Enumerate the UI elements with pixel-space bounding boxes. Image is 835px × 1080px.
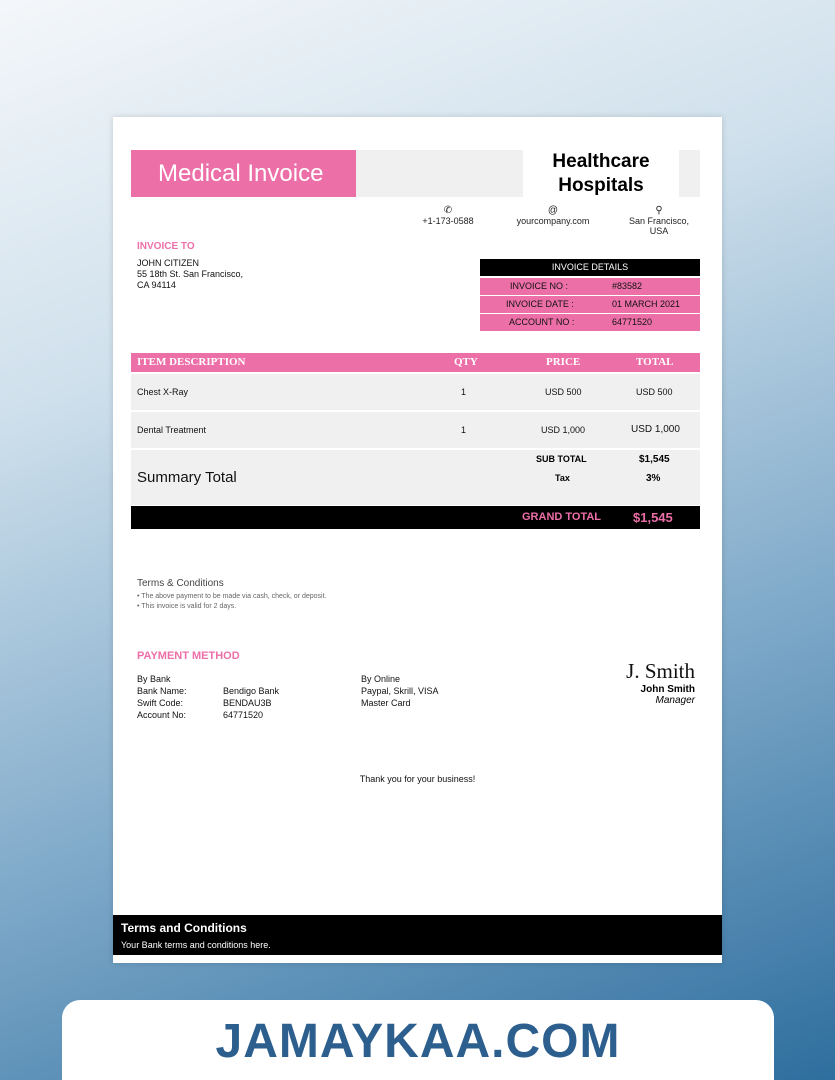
bank-row — [137, 697, 279, 709]
signer-role: Manager — [655, 695, 695, 706]
header-band-right — [679, 150, 700, 197]
tax-value: 3% — [646, 473, 661, 484]
bill-to-address-line1: 55 18th St. San Francisco, — [137, 269, 244, 279]
phone-text: +1-173-0588 — [422, 216, 474, 226]
table-row — [131, 374, 700, 410]
terms-line: • The above payment to be made via cash, check, or deposit. — [137, 593, 327, 600]
details-value: #83582 — [612, 281, 643, 291]
row-price: USD 1,000 — [541, 425, 586, 435]
tax-label: Tax — [555, 473, 570, 483]
bank-row — [137, 685, 279, 697]
online-line: Paypal, Skrill, VISA — [361, 686, 439, 696]
invoice-details-heading: INVOICE DETAILS — [480, 259, 700, 276]
grand-total-bar — [131, 506, 700, 529]
details-value: 01 MARCH 2021 — [612, 299, 681, 309]
bill-to-block — [137, 258, 243, 291]
col-price: PRICE — [546, 356, 581, 368]
company-name — [523, 150, 679, 200]
row-price: USD 500 — [545, 387, 582, 397]
footer-text: Your Bank terms and conditions here. — [121, 940, 271, 950]
signer-name: John Smith — [640, 684, 695, 695]
location-line2: USA — [649, 226, 669, 236]
thank-you-note: Thank you for your business! — [359, 774, 476, 784]
footer-bar — [113, 915, 722, 955]
subtotal-value: $1,545 — [639, 454, 670, 465]
company-name-line2: Hospitals — [558, 175, 644, 196]
signature-script: J. Smith — [626, 659, 695, 683]
row-description: Dental Treatment — [137, 425, 207, 435]
bank-heading: By Bank — [137, 674, 171, 684]
payment-method-heading: PAYMENT METHOD — [137, 650, 240, 662]
summary-total-label: Summary Total — [137, 469, 237, 486]
col-total: TOTAL — [636, 356, 674, 368]
details-label: INVOICE NO : — [510, 281, 569, 291]
details-row-invoice-date — [480, 296, 700, 313]
header-band — [356, 150, 523, 197]
email-text: yourcompany.com — [516, 216, 590, 226]
items-table-header — [131, 353, 700, 372]
brand-logo-text: JAMAYKAA.COM — [215, 1015, 621, 1068]
bank-row-value: 64771520 — [223, 710, 264, 720]
invoice-to-heading: INVOICE TO — [137, 241, 195, 252]
details-row-invoice-no — [480, 278, 700, 295]
online-details — [361, 673, 439, 709]
location-line1: San Francisco, — [628, 216, 690, 226]
signature-block — [583, 659, 695, 706]
bank-row-value: Bendigo Bank — [223, 686, 280, 696]
online-line: Master Card — [361, 698, 411, 708]
bank-row-label: Account No: — [137, 710, 187, 720]
invoice-sheet — [113, 117, 722, 963]
bank-row — [137, 709, 279, 721]
online-heading: By Online — [361, 674, 401, 684]
col-description: ITEM DESCRIPTION — [137, 356, 246, 368]
table-row — [131, 412, 700, 448]
company-name-line1: Healthcare — [552, 151, 650, 172]
row-total: USD 500 — [636, 387, 673, 397]
row-total: USD 1,000 — [631, 424, 680, 435]
location-pin-icon: ⚲ — [655, 205, 663, 216]
brand-banner — [62, 1000, 774, 1080]
bill-to-address-line2: CA 94114 — [137, 280, 176, 290]
summary-block — [131, 450, 700, 505]
contact-email — [508, 205, 598, 226]
terms-list — [137, 592, 327, 612]
contact-location — [618, 205, 700, 236]
bank-row-label: Swift Code: — [137, 698, 184, 708]
contact-phone — [413, 205, 483, 226]
row-qty: 1 — [461, 387, 467, 397]
grand-total-label: GRAND TOTAL — [522, 511, 602, 523]
row-description: Chest X-Ray — [137, 387, 189, 397]
invoice-title: Medical Invoice — [131, 150, 356, 197]
bank-row-label: Bank Name: — [137, 686, 187, 696]
details-label: INVOICE DATE : — [506, 299, 574, 309]
phone-icon: ✆ — [443, 205, 453, 216]
footer-title: Terms and Conditions — [121, 921, 247, 935]
terms-line: • This invoice is valid for 2 days. — [137, 603, 237, 610]
row-qty: 1 — [461, 425, 467, 435]
bank-details — [137, 673, 279, 721]
terms-heading: Terms & Conditions — [137, 578, 224, 589]
grand-total-value: $1,545 — [633, 510, 673, 525]
details-value: 64771520 — [612, 317, 653, 327]
col-qty: QTY — [454, 356, 478, 368]
at-icon: @ — [547, 205, 559, 216]
bill-to-name: JOHN CITIZEN — [137, 258, 199, 268]
details-label: ACCOUNT NO : — [509, 317, 575, 327]
details-row-account-no — [480, 314, 700, 331]
subtotal-label: SUB TOTAL — [536, 454, 587, 464]
bank-row-value: BENDAU3B — [223, 698, 272, 708]
